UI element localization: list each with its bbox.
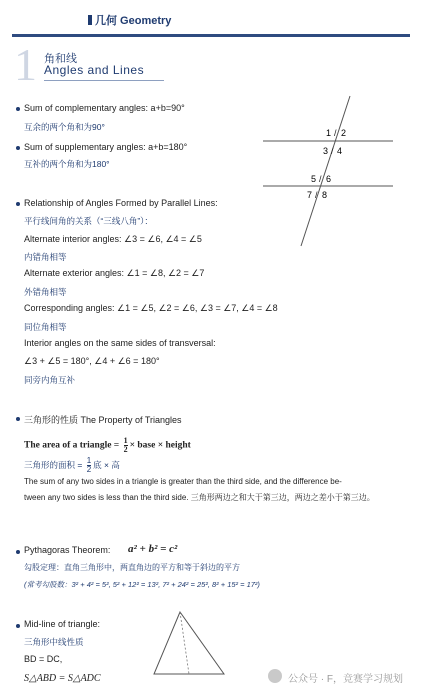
pythagoras-en: Pythagoras Theorem: (24, 545, 111, 555)
angle-label-7: 7 (307, 190, 313, 200)
angle-label-8: 8 (322, 190, 328, 200)
header-bar-icon (88, 15, 92, 25)
pythagoras-cn: 勾股定理：直角三角形中，两直角边的平方和等于斜边的平方 (24, 563, 240, 572)
same-side-cn: 同旁内角互补 (24, 375, 76, 385)
triangle-shape (154, 612, 224, 674)
header-title: 几何 Geometry (88, 12, 171, 28)
complementary-cn: 互余的两个角和为90° (24, 122, 105, 132)
same-side-eq: ∠3 + ∠5 = 180°, ∠4 + ∠6 = 180° (24, 356, 160, 366)
alt-interior-cn: 内错角相等 (24, 252, 67, 262)
alt-exterior-cn: 外错角相等 (24, 287, 67, 297)
pythagoras-note: (常考勾股数：3² + 4² = 5², 5² + 12² = 13², 7² + 24² = 25², 8² + 15² = 17²) (24, 580, 260, 589)
median-line (180, 612, 189, 674)
triangle-title: 三角形的性质 The Property of Triangles (24, 415, 182, 425)
midline-area: S△ABD = S△ADC (24, 673, 101, 684)
fraction-half-cn: $\frac{1}{2}$ (86, 456, 92, 474)
section-title-en: Angles and Lines (44, 63, 145, 77)
svg-text:/: / (315, 190, 318, 200)
triangle-inequality-1: The sum of any two sides in a triangle is greater than the third side, and the difference be- (24, 477, 342, 486)
triangle-area-en: The area of a triangle = $\frac{1}{2}$ × base × height (24, 436, 191, 454)
complementary-en: Sum of complementary angles: a+b=90° (24, 103, 185, 113)
triangle-midline-diagram (150, 608, 230, 678)
corresponding: Corresponding angles: ∠1 = ∠5, ∠2 = ∠6, ∠3 = ∠7, ∠4 = ∠8 (24, 303, 278, 313)
section-title-cn: 角和线 (44, 53, 77, 65)
parallel-en: Relationship of Angles Formed by Parallel Lines: (24, 198, 218, 208)
bullet-icon (16, 550, 20, 554)
midline-en: Mid-line of triangle: (24, 619, 101, 629)
watermark: 公众号 · F，竞赛学习规划 (288, 674, 403, 685)
svg-text:/: / (331, 146, 334, 156)
parallel-cn: 平行线间角的关系（“三线八角”）： (24, 216, 153, 226)
angle-label-6: 6 (326, 174, 332, 184)
angle-label-4: 4 (337, 146, 343, 156)
alt-exterior: Alternate exterior angles: ∠1 = ∠8, ∠2 = ∠7 (24, 268, 205, 278)
fraction-half: $\frac{1}{2}$ (123, 436, 128, 454)
section-number: 1 (14, 39, 37, 90)
alt-interior: Alternate interior angles: ∠3 = ∠6, ∠4 = ∠5 (24, 234, 202, 244)
angle-label-5: 5 (311, 174, 317, 184)
angle-label-2: 2 (341, 128, 347, 138)
bullet-icon (16, 107, 20, 111)
angle-label-1: 1 (326, 128, 332, 138)
corresponding-cn: 同位角相等 (24, 322, 67, 332)
parallel-lines-diagram (255, 92, 395, 252)
wechat-icon (268, 669, 282, 683)
angle-label-3: 3 (323, 146, 329, 156)
triangle-area-cn: 三角形的面积 = $\frac{1}{2}$ 底 × 高 (24, 456, 120, 474)
svg-text:/: / (319, 174, 322, 184)
supplementary-en: Sum of supplementary angles: a+b=180° (24, 142, 188, 152)
svg-text:/: / (334, 128, 337, 138)
bullet-icon (16, 417, 20, 421)
bullet-icon (16, 146, 20, 150)
triangle-inequality-2: tween any two sides is less than the third side. 三角形两边之和大于第三边，两边之差小于第三边。 (24, 493, 375, 502)
midline-cn: 三角形中线性质 (24, 637, 84, 647)
pythagoras-formula: a² + b² = c² (128, 543, 178, 555)
section-underline (44, 80, 164, 81)
midline-eq: BD = DC, (24, 654, 63, 664)
supplementary-cn: 互补的两个角和为180° (24, 159, 110, 169)
bullet-icon (16, 624, 20, 628)
transversal-line (301, 96, 350, 246)
same-side: Interior angles on the same sides of transversal: (24, 338, 216, 348)
header-rule (12, 34, 410, 37)
bullet-icon (16, 202, 20, 206)
